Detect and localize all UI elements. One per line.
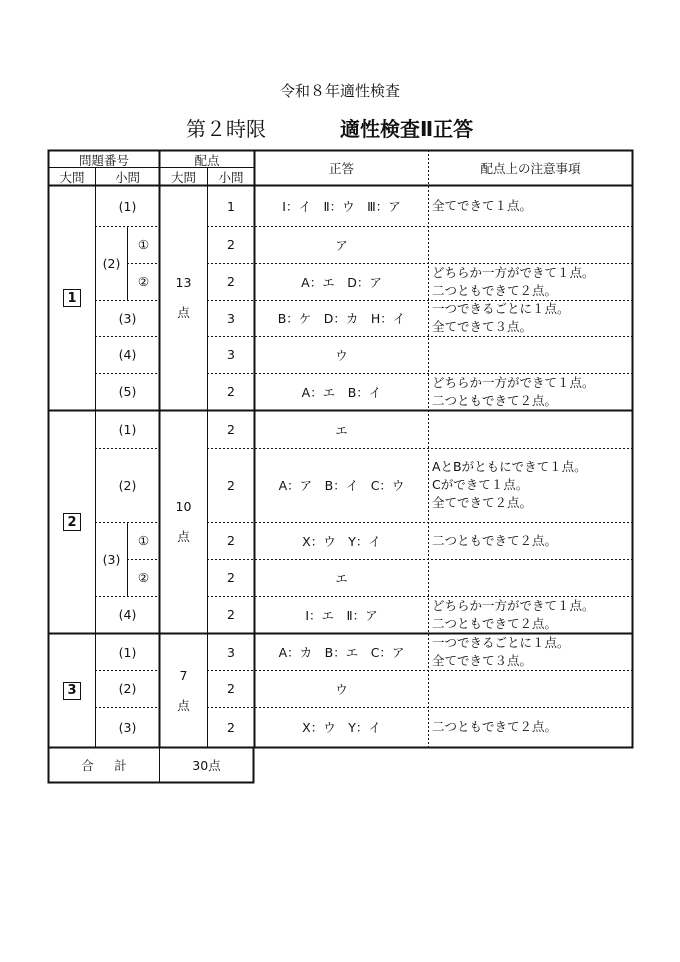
sub-question-number: ② bbox=[137, 570, 150, 585]
header-problem-no: 問題番号 bbox=[78, 152, 129, 168]
header-minor-points: 小問 bbox=[218, 169, 244, 185]
section-points-value: 13 bbox=[175, 275, 192, 290]
note-line: どちらか一方ができて１点。 bbox=[432, 264, 595, 280]
answer-cell: エ bbox=[335, 422, 348, 438]
note-line: 二つともできて２点。 bbox=[432, 282, 558, 298]
row-points: 1 bbox=[227, 198, 235, 214]
note-line: 一つできるごとに１点。 bbox=[432, 301, 570, 316]
answer-cell: ウ bbox=[335, 681, 348, 697]
note-line: 一つできるごとに１点。 bbox=[432, 635, 570, 650]
answer-cell: エ bbox=[335, 570, 348, 586]
question-number: (4) bbox=[118, 347, 137, 362]
section-number-box: 2 bbox=[63, 513, 81, 531]
notes-cell bbox=[432, 186, 632, 226]
question-number: (3) bbox=[102, 551, 121, 567]
notes-cell bbox=[432, 634, 632, 670]
answer-cell: Ⅰ：エ Ⅱ：ア bbox=[305, 607, 378, 623]
row-points: 2 bbox=[227, 274, 235, 289]
answer-cell: A：エ B：イ bbox=[301, 384, 382, 400]
row-points: 2 bbox=[227, 681, 235, 696]
header-answer: 正答 bbox=[328, 161, 354, 176]
sub-question-number: ① bbox=[137, 237, 150, 252]
section-points-value: 10 bbox=[175, 499, 192, 514]
notes-cell bbox=[432, 373, 632, 410]
question-number: (2) bbox=[118, 477, 137, 493]
note-line: 全てできて２点。 bbox=[432, 495, 533, 510]
row-points: 3 bbox=[227, 310, 235, 326]
note-line: 全てできて３点。 bbox=[432, 653, 533, 668]
note-line: 二つともできて２点。 bbox=[432, 532, 558, 548]
notes-cell bbox=[432, 448, 632, 522]
row-points: 2 bbox=[227, 533, 235, 548]
header-major: 大問 bbox=[59, 169, 85, 185]
question-number: (3) bbox=[118, 719, 137, 735]
question-number: (2) bbox=[118, 681, 137, 696]
period-label: 第２時限 bbox=[186, 117, 266, 141]
sub-question-number: ① bbox=[137, 533, 150, 548]
answer-cell: A：ア B：イ C：ウ bbox=[278, 478, 405, 493]
note-line: Cができて１点。 bbox=[432, 477, 529, 492]
answer-cell: ウ bbox=[335, 347, 348, 363]
notes-cell bbox=[432, 522, 632, 559]
section-number bbox=[49, 186, 95, 410]
section-number-box: 1 bbox=[63, 289, 81, 307]
note-line: 二つともできて２点。 bbox=[432, 392, 558, 408]
row-points: 2 bbox=[227, 237, 235, 252]
answer-cell: A：エ D：ア bbox=[301, 274, 382, 290]
exam-title: 令和８年適性検査 bbox=[279, 82, 400, 100]
header-points: 配点 bbox=[194, 152, 220, 168]
total-label bbox=[49, 748, 159, 782]
subject-title: 適性検査Ⅱ正答 bbox=[340, 117, 474, 141]
row-points: 2 bbox=[227, 607, 235, 622]
question-number: (1) bbox=[118, 198, 137, 214]
note-line: 二つともできて２点。 bbox=[432, 719, 558, 734]
row-points: 2 bbox=[227, 719, 235, 735]
question-number: (3) bbox=[118, 310, 137, 326]
note-line: AとBがともにできて１点。 bbox=[432, 459, 587, 474]
row-points: 3 bbox=[227, 644, 235, 660]
section-points-unit: 点 bbox=[177, 305, 190, 320]
answer-cell: X：ウ Y：イ bbox=[302, 720, 381, 735]
section-number-box: 3 bbox=[63, 682, 81, 700]
section-points bbox=[160, 186, 207, 410]
answer-cell: B：ケ D：カ H：イ bbox=[277, 311, 406, 326]
note-line: どちらか一方ができて１点。 bbox=[432, 597, 595, 613]
question-number: (1) bbox=[118, 644, 137, 660]
section-number bbox=[49, 411, 95, 633]
row-points: 2 bbox=[227, 422, 235, 437]
answer-cell: A：カ B：エ C：ア bbox=[278, 645, 405, 660]
notes-cell bbox=[432, 263, 632, 300]
section-number bbox=[49, 634, 95, 747]
row-points: 2 bbox=[227, 477, 235, 493]
total-value: 30点 bbox=[192, 758, 221, 773]
answer-cell: ア bbox=[335, 237, 348, 253]
question-number: (1) bbox=[118, 422, 137, 437]
total-label-b: 計 bbox=[114, 758, 127, 773]
row-points: 3 bbox=[227, 347, 235, 362]
sub-question-number: ② bbox=[137, 274, 150, 289]
row-points: 2 bbox=[227, 384, 235, 399]
note-line: 全てできて３点。 bbox=[432, 319, 533, 334]
question-number: (2) bbox=[102, 255, 121, 271]
header-notes: 配点上の注意事項 bbox=[480, 161, 581, 176]
notes-cell bbox=[432, 707, 632, 747]
notes-cell bbox=[432, 300, 632, 336]
answer-cell: X：ウ Y：イ bbox=[302, 533, 381, 549]
answer-cell: Ⅰ：イ Ⅱ：ウ Ⅲ：ア bbox=[282, 199, 401, 214]
question-number: (5) bbox=[118, 384, 137, 399]
question-number: (4) bbox=[118, 607, 137, 622]
header-major-points: 大問 bbox=[170, 169, 196, 185]
section-points-unit: 点 bbox=[177, 697, 190, 713]
notes-cell bbox=[432, 596, 632, 633]
total-label-a: 合 bbox=[81, 758, 94, 773]
note-line: どちらか一方ができて１点。 bbox=[432, 374, 595, 390]
row-points: 2 bbox=[227, 570, 235, 585]
header-minor: 小問 bbox=[114, 169, 140, 185]
section-points-value: 7 bbox=[179, 667, 188, 683]
section-points bbox=[160, 634, 207, 747]
note-line: 全てできて１点。 bbox=[432, 198, 533, 213]
section-points bbox=[160, 411, 207, 633]
note-line: 二つともできて２点。 bbox=[432, 615, 558, 631]
section-points-unit: 点 bbox=[177, 529, 190, 544]
